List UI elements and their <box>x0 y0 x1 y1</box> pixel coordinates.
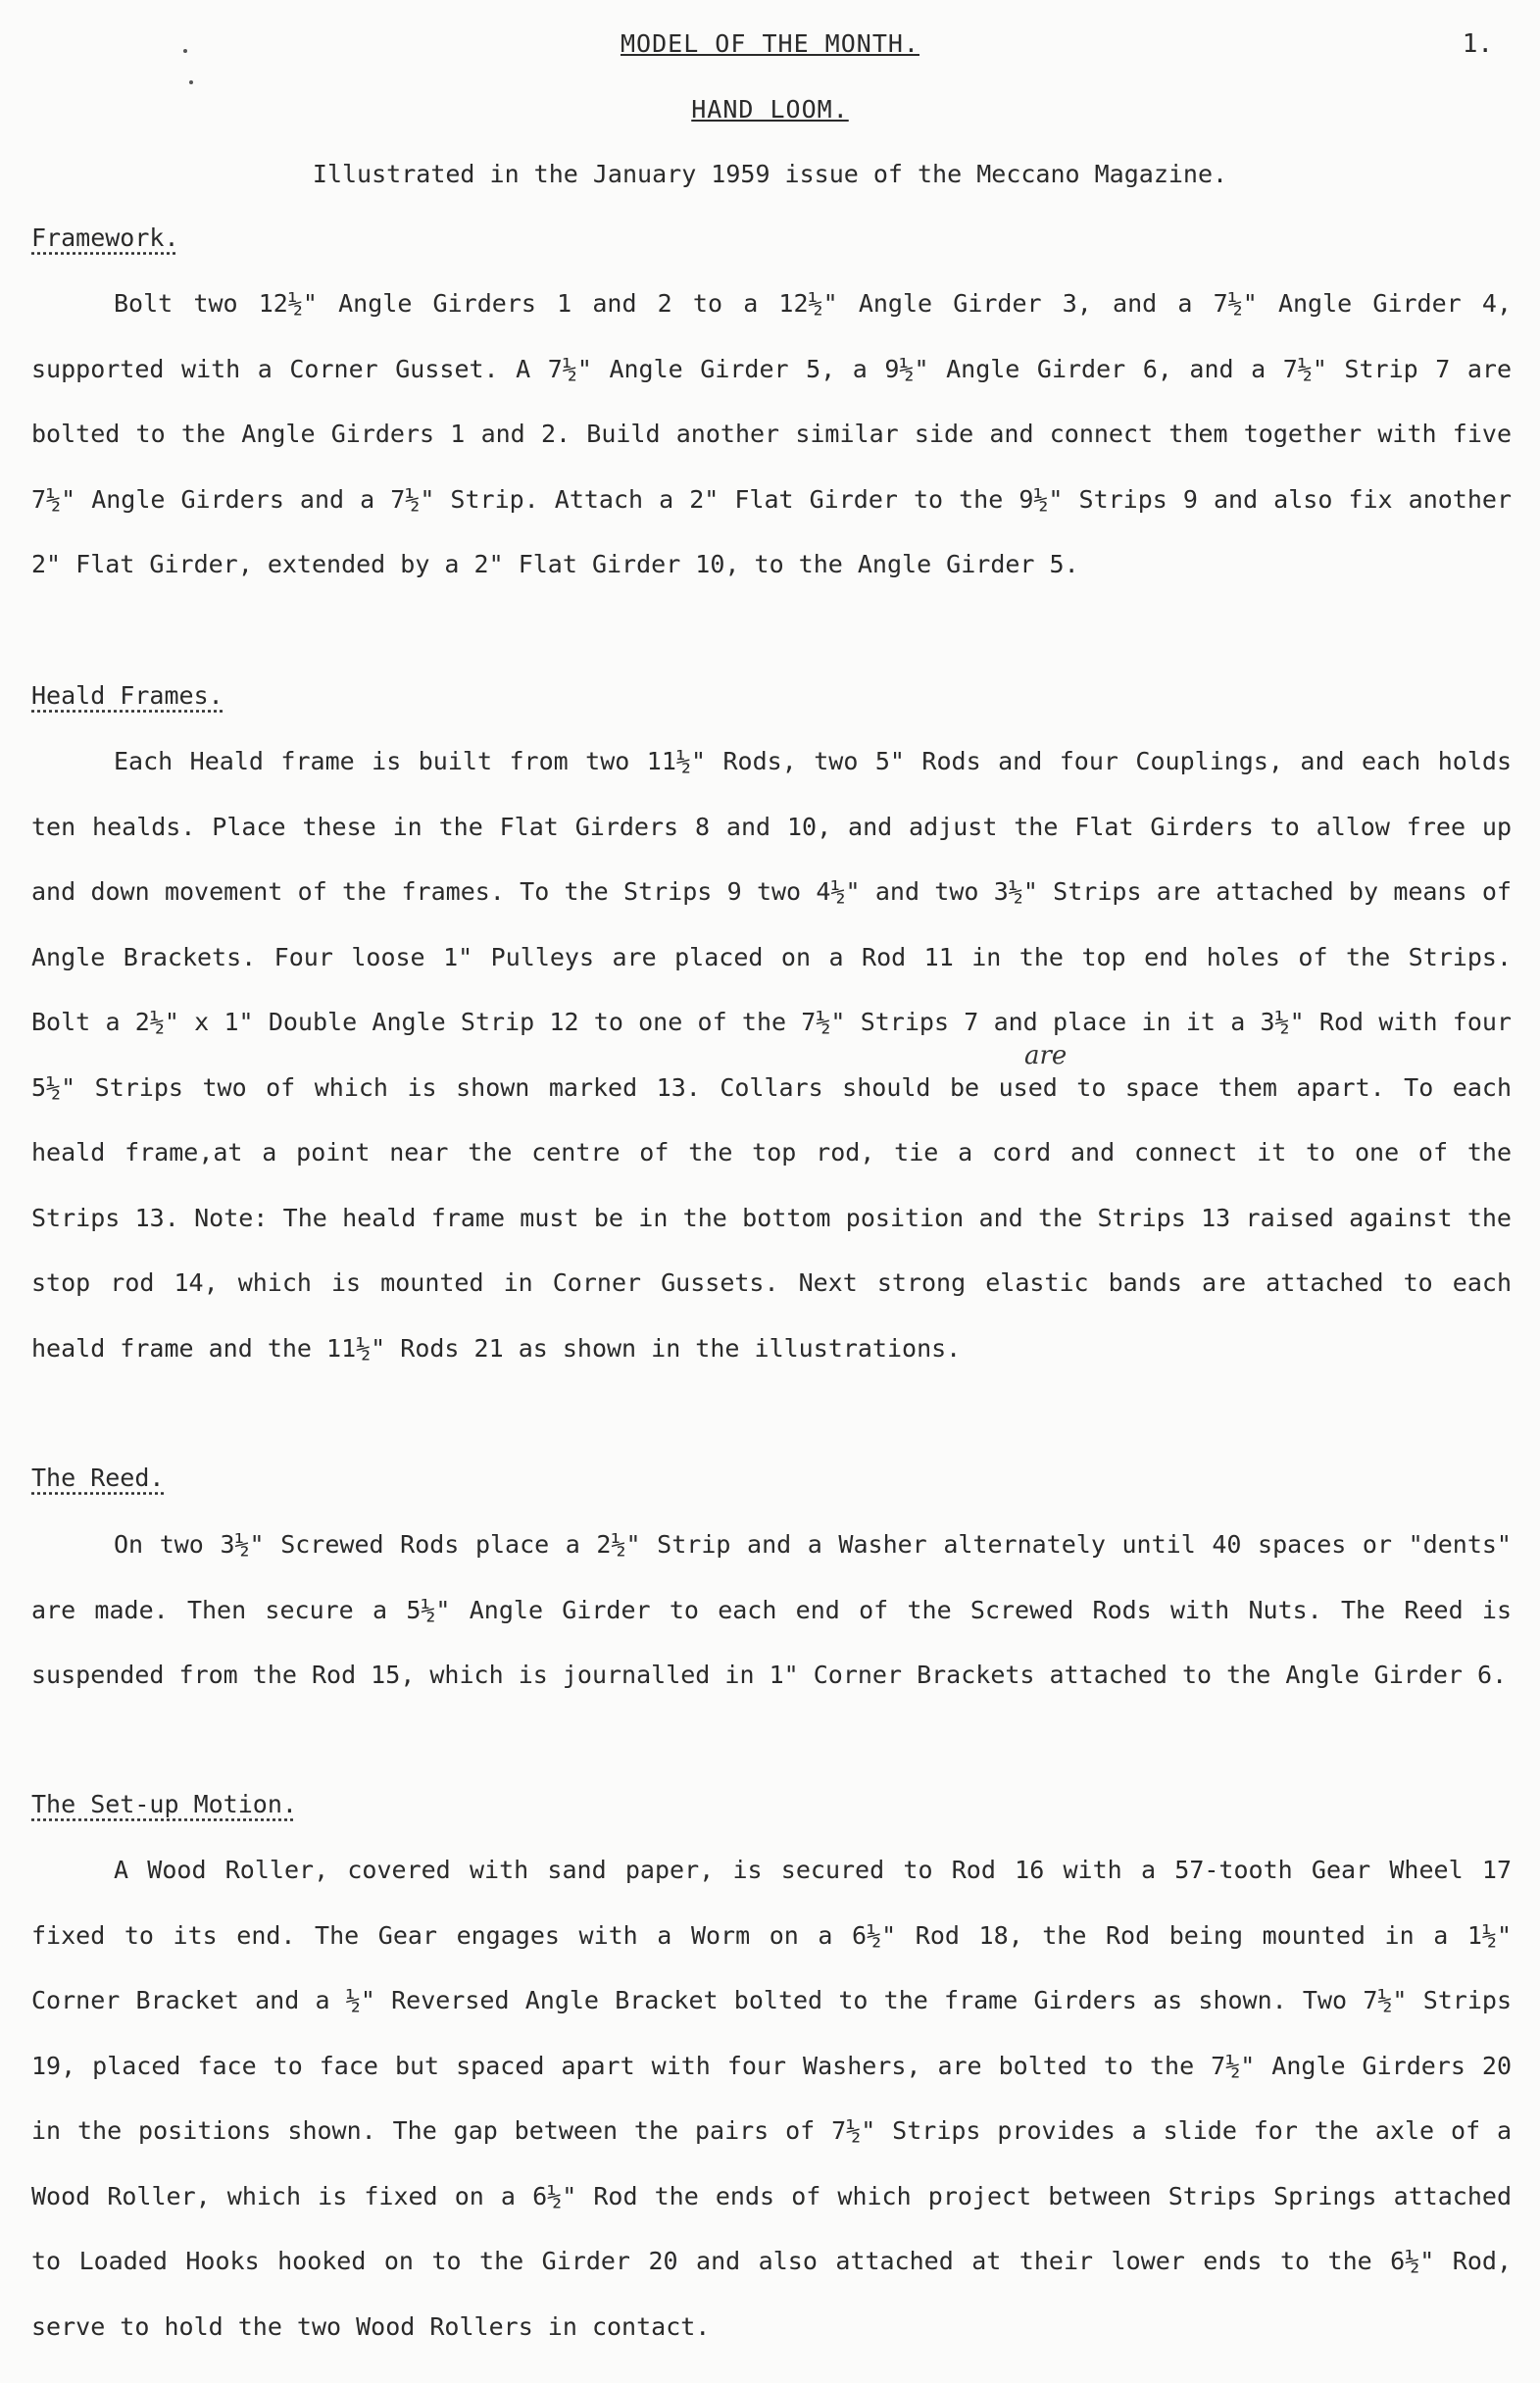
document-title: MODEL OF THE MONTH. <box>621 29 919 58</box>
section-heading-heald-frames: Heald Frames. <box>31 681 224 710</box>
section-body-set-up-motion: A Wood Roller, covered with sand paper, is secured to Rod 16 with a 57-tooth Gear Wheel 17 fixed to its end. The Gear engages with a Worm on a 6½" Rod 18, the Rod being mounted in a 1½" Corner Bracket and a ½" Reversed Angle Bracket bolted to the frame Girders as shown. Two 7½" Strips 19, placed face to face but spaced apart with four Washers, are bolted to the 7½" Angle Girders 20 in the positions shown. The gap between the pairs of 7½" Strips provides a slide for the axle of a Wood Roller, which is fixed on a 6½" Rod the ends of which project between Strips Springs attached to Loaded Hooks hooked on to the Girder 20 and also attached at their lower ends to the 6½" Rod, serve to hold the two Wood Rollers in contact. <box>31 1856 1512 2341</box>
document-subtitle: HAND LOOM. <box>691 95 849 124</box>
handwritten-correction: are <box>1024 1041 1068 1070</box>
section-heading-the-reed: The Reed. <box>31 1464 165 1492</box>
speck <box>189 80 193 84</box>
section-heading-framework: Framework. <box>31 223 179 252</box>
page-number: 1. <box>1462 29 1493 59</box>
intro-line: Illustrated in the January 1959 issue of the Meccano Magazine. <box>312 160 1228 188</box>
section-heading-set-up-motion: The Set-up Motion. <box>31 1790 297 1818</box>
section-body-framework: Bolt two 12½" Angle Girders 1 and 2 to a 12½" Angle Girder 3, and a 7½" Angle Girder 4, supported with a Corner Gusset. A 7½" Angle Girder 5, a 9½" Angle Girder 6, and a 7½" Strip 7 are bolted to the Angle Girders 1 and 2. Build another similar side and connect them together with five 7½" Angle Girders and a 7½" Strip. Attach a 2" Flat Girder to the 9½" Strips 9 and also fix another 2" Flat Girder, extended by a 2" Flat Girder 10, to the Angle Girder 5. <box>31 289 1512 578</box>
section-body-heald-frames: Each Heald frame is built from two 11½" Rods, two 5" Rods and four Couplings, and each holds ten healds. Place these in the Flat Girders 8 and 10, and adjust the Flat Girders to allow free up and down movement of the frames. To the Strips 9 two 4½" and two 3½" Strips are attached by means of Angle Brackets. Four loose 1" Pulleys are placed on a Rod 11 in the top end holes of the Strips. Bolt a 2½" x 1" Double Angle Strip 12 to one of the 7½" Strips 7 and place in it a 3½" Rod with four 5½" Strips two of which is shown marked 13. Collars should be used to space them apart. To each heald frame,at a point near the centre of the top rod, tie a cord and connect it to one of the Strips 13. Note: The heald frame must be in the bottom position and the Strips 13 raised against the stop rod 14, which is mounted in Corner Gussets. Next strong elastic bands are attached to each heald frame and the 11½" Rods 21 as shown in the illustrations. <box>31 747 1512 1363</box>
section-body-the-reed: On two 3½" Screwed Rods place a 2½" Strip and a Washer alternately until 40 spaces or "dents" are made. Then secure a 5½" Angle Girder to each end of the Screwed Rods with Nuts. The Reed is suspended from the Rod 15, which is journalled in 1" Corner Brackets attached to the Angle Girder 6. <box>31 1530 1512 1689</box>
